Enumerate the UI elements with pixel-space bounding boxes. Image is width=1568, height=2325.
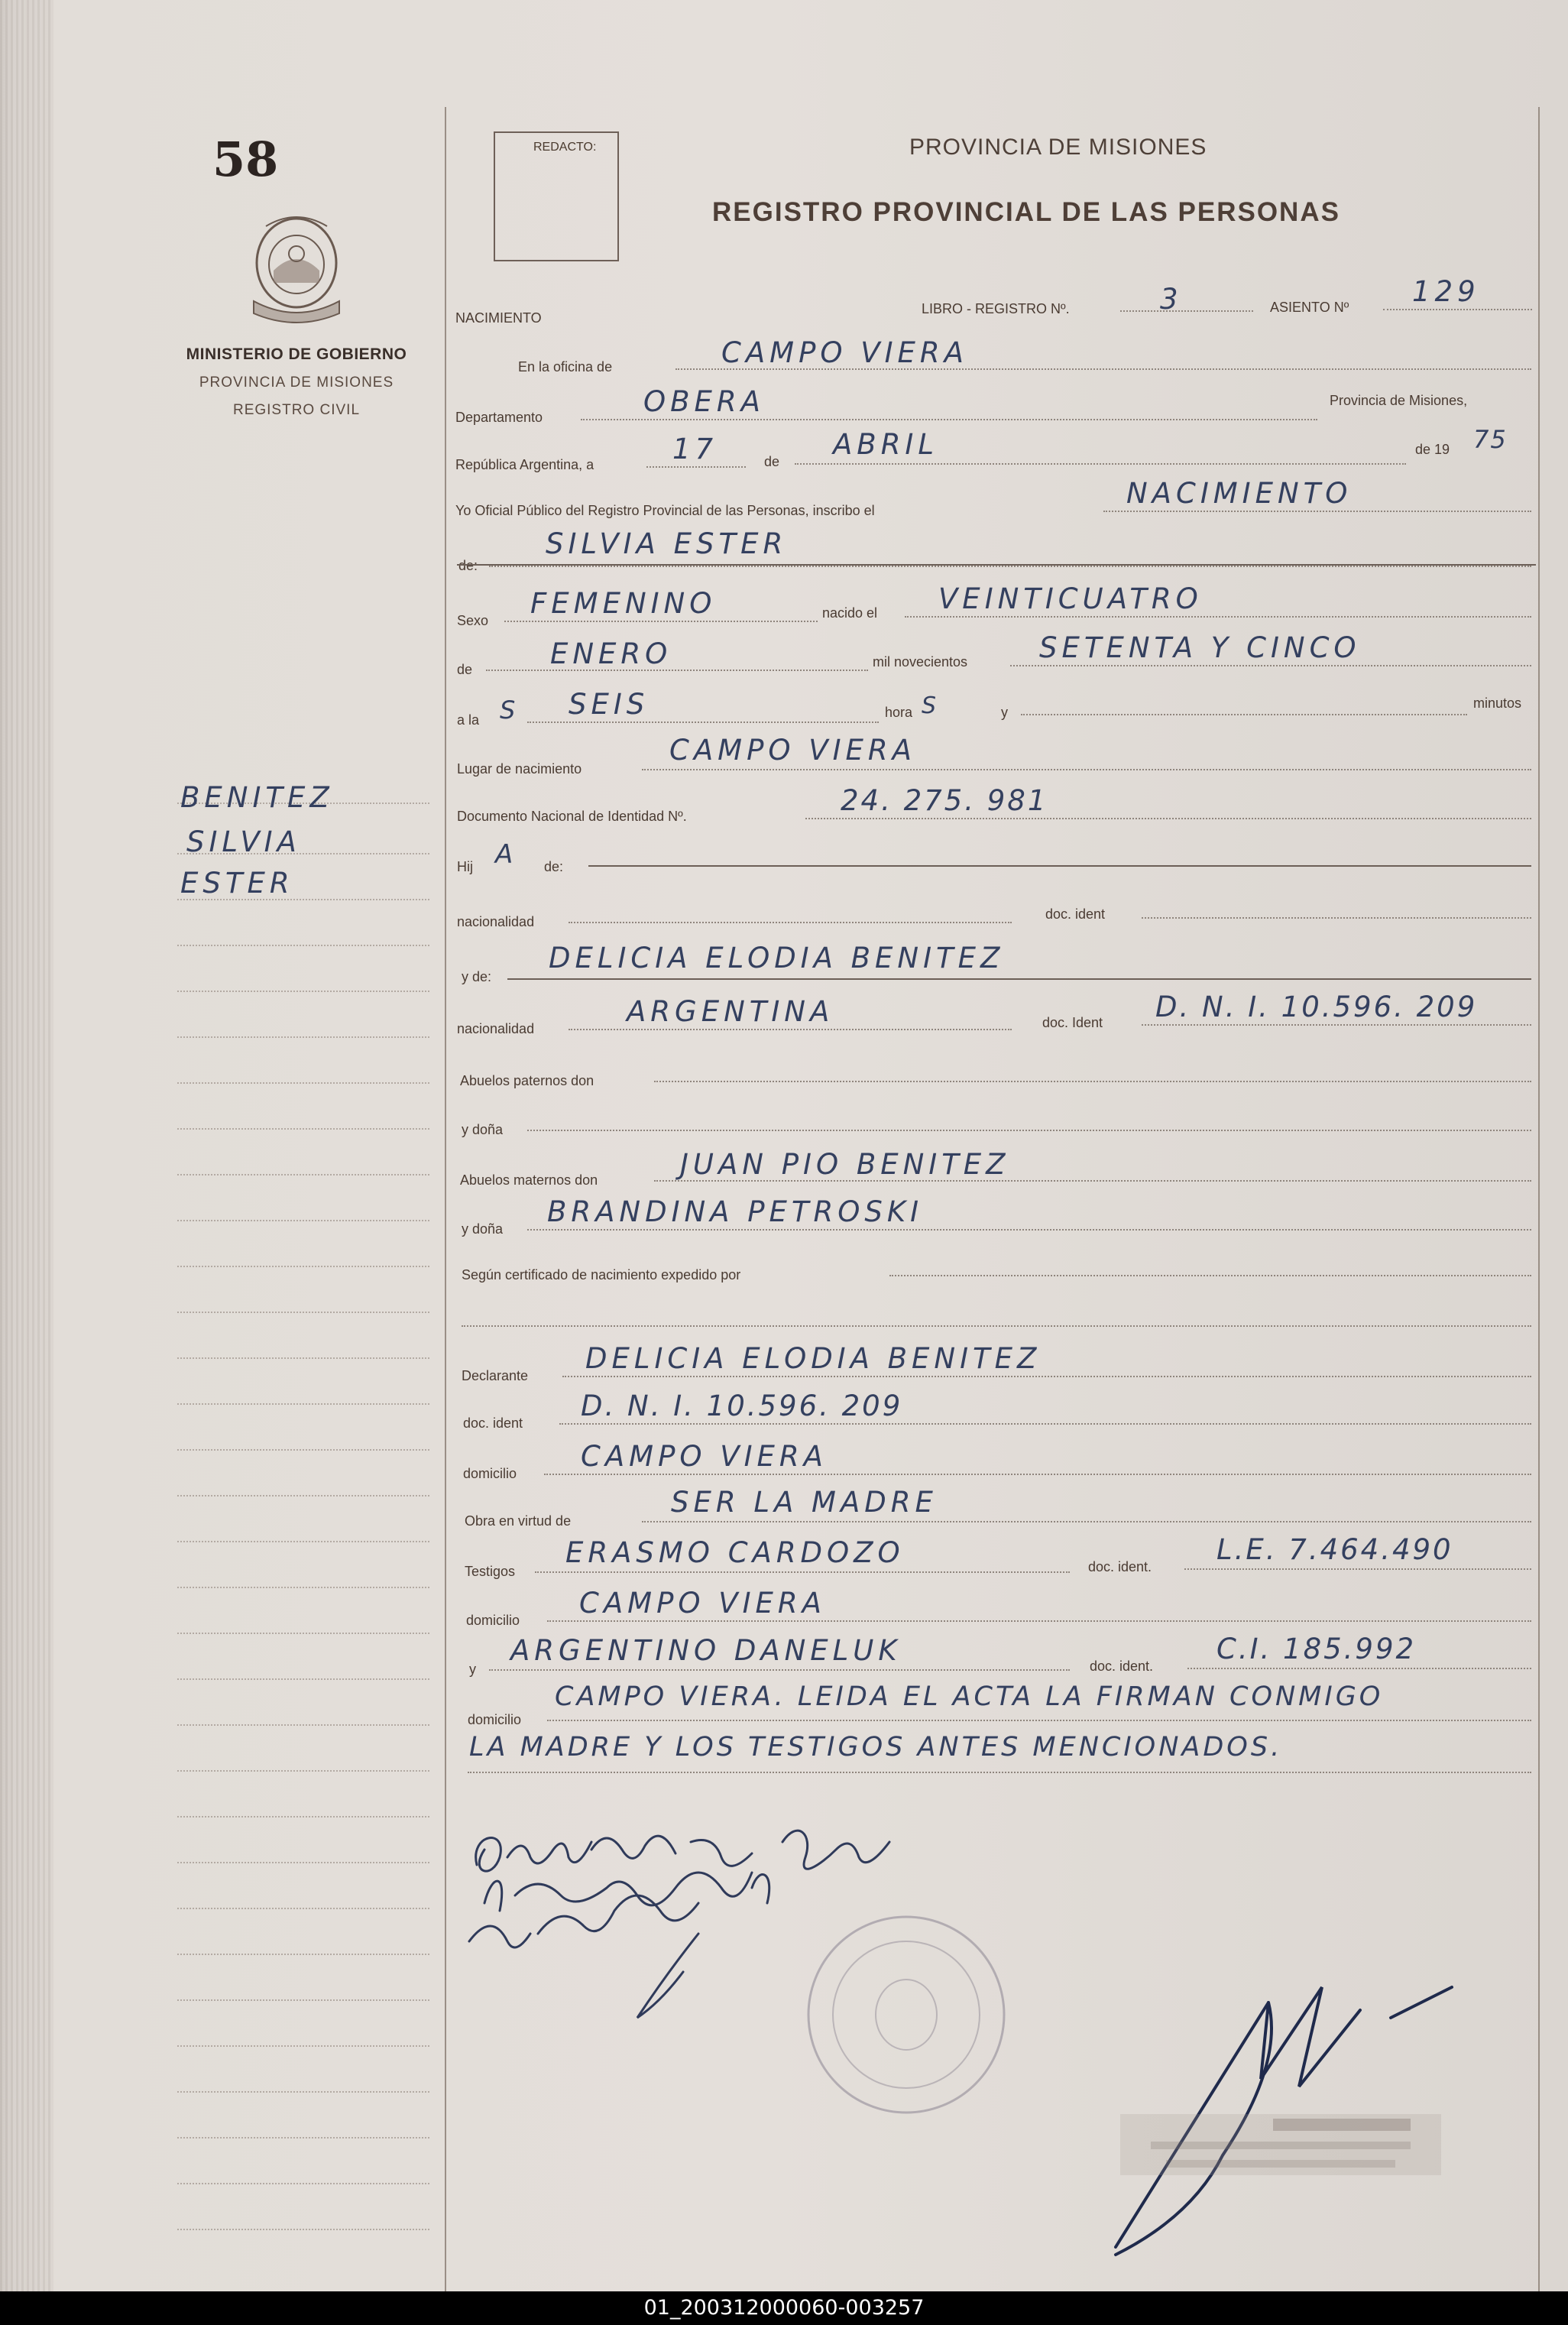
line-minutos xyxy=(1021,714,1467,715)
label-a-la: a la xyxy=(457,712,480,728)
value-anio: 75 xyxy=(1473,425,1508,454)
line-certificado-1 xyxy=(889,1275,1531,1276)
header-province: PROVINCIA DE MISIONES xyxy=(909,135,1207,160)
line-nombre xyxy=(489,566,1531,567)
line-obra xyxy=(642,1521,1531,1522)
margin-rule xyxy=(177,2137,429,2139)
value-dia: 17 xyxy=(672,433,718,465)
label-y-de-madre: y de: xyxy=(462,969,492,984)
line-docident-padre xyxy=(1142,917,1531,919)
label-domicilio-declarante: domicilio xyxy=(463,1466,517,1481)
rule-nombre xyxy=(457,564,1536,566)
line-docident-declarante xyxy=(559,1423,1531,1425)
label-libro: LIBRO - REGISTRO Nº. xyxy=(922,301,1070,316)
line-mes-nac xyxy=(486,670,868,671)
line-abuelo-paterno xyxy=(654,1081,1531,1082)
value-asiento: 129 xyxy=(1412,275,1480,308)
margin-rule xyxy=(177,1770,429,1772)
margin-rule xyxy=(177,1816,429,1818)
margin-rule xyxy=(177,2045,429,2047)
value-nacido: VEINTICUATRO xyxy=(938,582,1203,615)
value-mes-nac: ENERO xyxy=(550,637,672,670)
label-y-dona-materna: y doña xyxy=(462,1221,504,1237)
line-asiento xyxy=(1383,309,1532,310)
line-dia xyxy=(646,466,746,468)
value-mes: ABRIL xyxy=(833,428,938,461)
margin-rule xyxy=(177,1082,429,1084)
value-obra: SER LA MADRE xyxy=(671,1486,938,1519)
margin-rule xyxy=(177,2183,429,2184)
label-segun-certificado: Según certificado de nacimiento expedido por xyxy=(462,1267,741,1282)
label-hora: hora xyxy=(885,705,913,720)
value-abuela-materna: BRANDINA PETROSKI xyxy=(547,1195,924,1228)
label-nacimiento: NACIMIENTO xyxy=(455,310,542,326)
ministry-registry: REGISTRO CIVIL xyxy=(232,402,361,418)
value-departamento: OBERA xyxy=(643,385,765,418)
provincial-seal-icon xyxy=(243,209,350,332)
margin-rule xyxy=(177,1128,429,1130)
binding-edge xyxy=(0,0,53,2291)
label-provincia: Provincia de Misiones, xyxy=(1330,393,1468,408)
value-nacionalidad-madre: ARGENTINA xyxy=(627,995,834,1028)
margin-rule xyxy=(177,1403,429,1405)
margin-rule xyxy=(177,1862,429,1863)
margin-rule xyxy=(177,1220,429,1221)
value-sexo: FEMENINO xyxy=(530,587,717,620)
label-lugar: Lugar de nacimiento xyxy=(457,761,582,777)
official-stamp-icon xyxy=(799,1908,1013,2122)
label-testigos: Testigos xyxy=(465,1564,516,1579)
value-abuelo-materno: JUAN PIO BENITEZ xyxy=(680,1148,1010,1181)
margin-note-second-name: ESTER xyxy=(180,867,294,900)
line-abuela-materna xyxy=(527,1229,1531,1231)
margin-rule xyxy=(177,2229,429,2230)
line-docident-testigo-1 xyxy=(1184,1568,1531,1570)
value-nombre: SILVIA ESTER xyxy=(546,527,788,560)
margin-rule xyxy=(177,1999,429,2001)
margin-rule xyxy=(177,1357,429,1359)
label-asiento: ASIENTO Nº xyxy=(1270,300,1349,315)
header-title: REGISTRO PROVINCIAL DE LAS PERSONAS xyxy=(712,197,1340,227)
value-lugar: CAMPO VIERA xyxy=(669,734,916,767)
redacto-box xyxy=(494,131,619,261)
label-republica: República Argentina, a xyxy=(455,457,594,472)
margin-rule xyxy=(177,2091,429,2093)
label-hij: Hij xyxy=(457,859,473,874)
line-docident-testigo-2 xyxy=(1187,1668,1531,1669)
value-hij-suffix: A xyxy=(495,839,518,870)
label-docident-testigo-2: doc. ident. xyxy=(1090,1659,1154,1674)
line-mes xyxy=(795,463,1406,465)
label-y-testigo-2: y xyxy=(469,1662,476,1677)
margin-note-first-name: SILVIA xyxy=(186,825,301,858)
margin-rule xyxy=(177,1541,429,1542)
label-domicilio-testigo-1: domicilio xyxy=(466,1613,520,1628)
right-border xyxy=(1538,107,1540,2293)
margin-rule xyxy=(177,1495,429,1496)
line-nacionalidad-padre xyxy=(569,922,1012,923)
line-nacido xyxy=(905,616,1531,618)
value-oficina: CAMPO VIERA xyxy=(721,336,968,369)
margin-rule xyxy=(177,1724,429,1726)
page-number: 58 xyxy=(212,131,279,187)
line-declarante xyxy=(562,1376,1531,1377)
line-madre xyxy=(507,978,1531,980)
margin-rule xyxy=(177,945,429,946)
label-nacionalidad-padre: nacionalidad xyxy=(457,914,535,929)
label-y-dona-paterna: y doña xyxy=(462,1122,504,1137)
value-cierre: LA MADRE Y LOS TESTIGOS ANTES MENCIONADOS. xyxy=(469,1732,1283,1762)
margin-rule xyxy=(177,1633,429,1634)
label-domicilio-testigo-2: domicilio xyxy=(468,1712,522,1727)
value-acto: NACIMIENTO xyxy=(1126,477,1353,510)
label-yo-oficial: Yo Oficial Público del Registro Provincial de las Personas, inscribo el xyxy=(455,503,875,518)
label-y: y xyxy=(1001,705,1008,720)
label-nacido: nacido el xyxy=(822,605,878,621)
line-departamento xyxy=(581,419,1317,420)
label-docident-madre: doc. Ident xyxy=(1042,1015,1103,1030)
line-domicilio-testigo-2 xyxy=(547,1720,1531,1721)
ministry-name: MINISTERIO DE GOBIERNO xyxy=(186,345,407,363)
margin-rule xyxy=(177,1266,429,1267)
label-sexo: Sexo xyxy=(457,613,489,628)
value-a-la-suffix: S xyxy=(500,696,520,725)
line-certificado-2 xyxy=(462,1325,1531,1327)
line-libro xyxy=(1120,310,1253,312)
official-name-stamp xyxy=(1120,2099,1441,2190)
ministry-block xyxy=(177,345,416,419)
label-docident-padre: doc. ident xyxy=(1045,906,1106,922)
label-abuelos-maternos: Abuelos maternos don xyxy=(460,1172,598,1188)
image-filename: 01_200312000060-003257 xyxy=(0,2291,1568,2325)
value-docident-testigo-1: L.E. 7.464.490 xyxy=(1216,1533,1453,1566)
label-docident-testigo-1: doc. ident. xyxy=(1088,1559,1152,1574)
label-de-padre: de: xyxy=(544,859,564,874)
label-minutos: minutos xyxy=(1473,696,1522,711)
label-nacionalidad-madre: nacionalidad xyxy=(457,1021,535,1036)
line-sexo xyxy=(504,621,818,622)
value-testigo-1: ERASMO CARDOZO xyxy=(565,1536,905,1569)
line-hora xyxy=(527,721,879,723)
line-dni xyxy=(805,818,1531,819)
line-cierre xyxy=(468,1772,1531,1773)
line-abuela-paterna xyxy=(527,1130,1531,1131)
line-acto xyxy=(1103,511,1531,512)
value-declarante: DELICIA ELODIA BENITEZ xyxy=(585,1342,1042,1375)
value-dni: 24. 275. 981 xyxy=(841,784,1048,817)
line-lugar xyxy=(642,769,1531,770)
margin-rule xyxy=(177,1312,429,1313)
redacto-label: REDACTO: xyxy=(533,141,597,154)
margin-rule xyxy=(177,1587,429,1588)
margin-rule xyxy=(177,1449,429,1451)
line-nacionalidad-madre xyxy=(569,1029,1012,1030)
value-libro: 3 xyxy=(1160,283,1183,316)
value-docident-testigo-2: C.I. 185.992 xyxy=(1216,1633,1417,1665)
value-anio-nac: SETENTA Y CINCO xyxy=(1039,631,1361,664)
value-hora: SEIS xyxy=(569,688,650,721)
margin-rule xyxy=(177,1174,429,1175)
ministry-province: PROVINCIA DE MISIONES xyxy=(199,375,394,391)
margin-rule xyxy=(177,1678,429,1680)
value-docident-madre: D. N. I. 10.596. 209 xyxy=(1155,991,1478,1023)
label-departamento: Departamento xyxy=(455,410,543,425)
line-domicilio-testigo-1 xyxy=(547,1620,1531,1622)
line-testigo-1 xyxy=(535,1571,1070,1573)
label-dni: Documento Nacional de Identidad Nº. xyxy=(457,809,687,824)
value-testigo-2: ARGENTINO DANELUK xyxy=(510,1634,902,1667)
label-de-mes-nac: de xyxy=(457,662,473,677)
label-de-anio: de 19 xyxy=(1415,442,1450,457)
line-docident-madre xyxy=(1142,1024,1531,1026)
label-obra: Obra en virtud de xyxy=(465,1513,572,1529)
margin-rule xyxy=(177,1036,429,1038)
value-domicilio-declarante: CAMPO VIERA xyxy=(581,1440,828,1473)
label-docident-declarante: doc. ident xyxy=(463,1415,523,1431)
value-domicilio-testigo-1: CAMPO VIERA xyxy=(579,1587,826,1620)
label-oficina: En la oficina de xyxy=(518,359,613,375)
value-docident-declarante: D. N. I. 10.596. 209 xyxy=(581,1389,903,1422)
value-madre: DELICIA ELODIA BENITEZ xyxy=(549,942,1005,974)
line-anio-nac xyxy=(1010,665,1531,666)
margin-rule xyxy=(177,1908,429,1909)
line-padre xyxy=(588,865,1531,867)
margin-rule xyxy=(177,1954,429,1955)
margin-rule xyxy=(177,991,429,992)
label-mil: mil novecientos xyxy=(873,654,968,670)
label-de-mes: de xyxy=(764,454,780,469)
value-hora-suffix: S xyxy=(922,692,941,719)
value-domicilio-testigo-2: CAMPO VIERA. LEIDA EL ACTA LA FIRMAN CONMIGO xyxy=(555,1681,1384,1712)
label-de-nombre: de: xyxy=(458,558,478,573)
line-domicilio-declarante xyxy=(544,1474,1531,1475)
label-declarante: Declarante xyxy=(462,1368,529,1383)
margin-note-surname: BENITEZ xyxy=(180,781,334,814)
margin-divider xyxy=(445,107,446,2293)
label-abuelos-paternos: Abuelos paternos don xyxy=(460,1073,594,1088)
line-testigo-2 xyxy=(489,1669,1070,1671)
